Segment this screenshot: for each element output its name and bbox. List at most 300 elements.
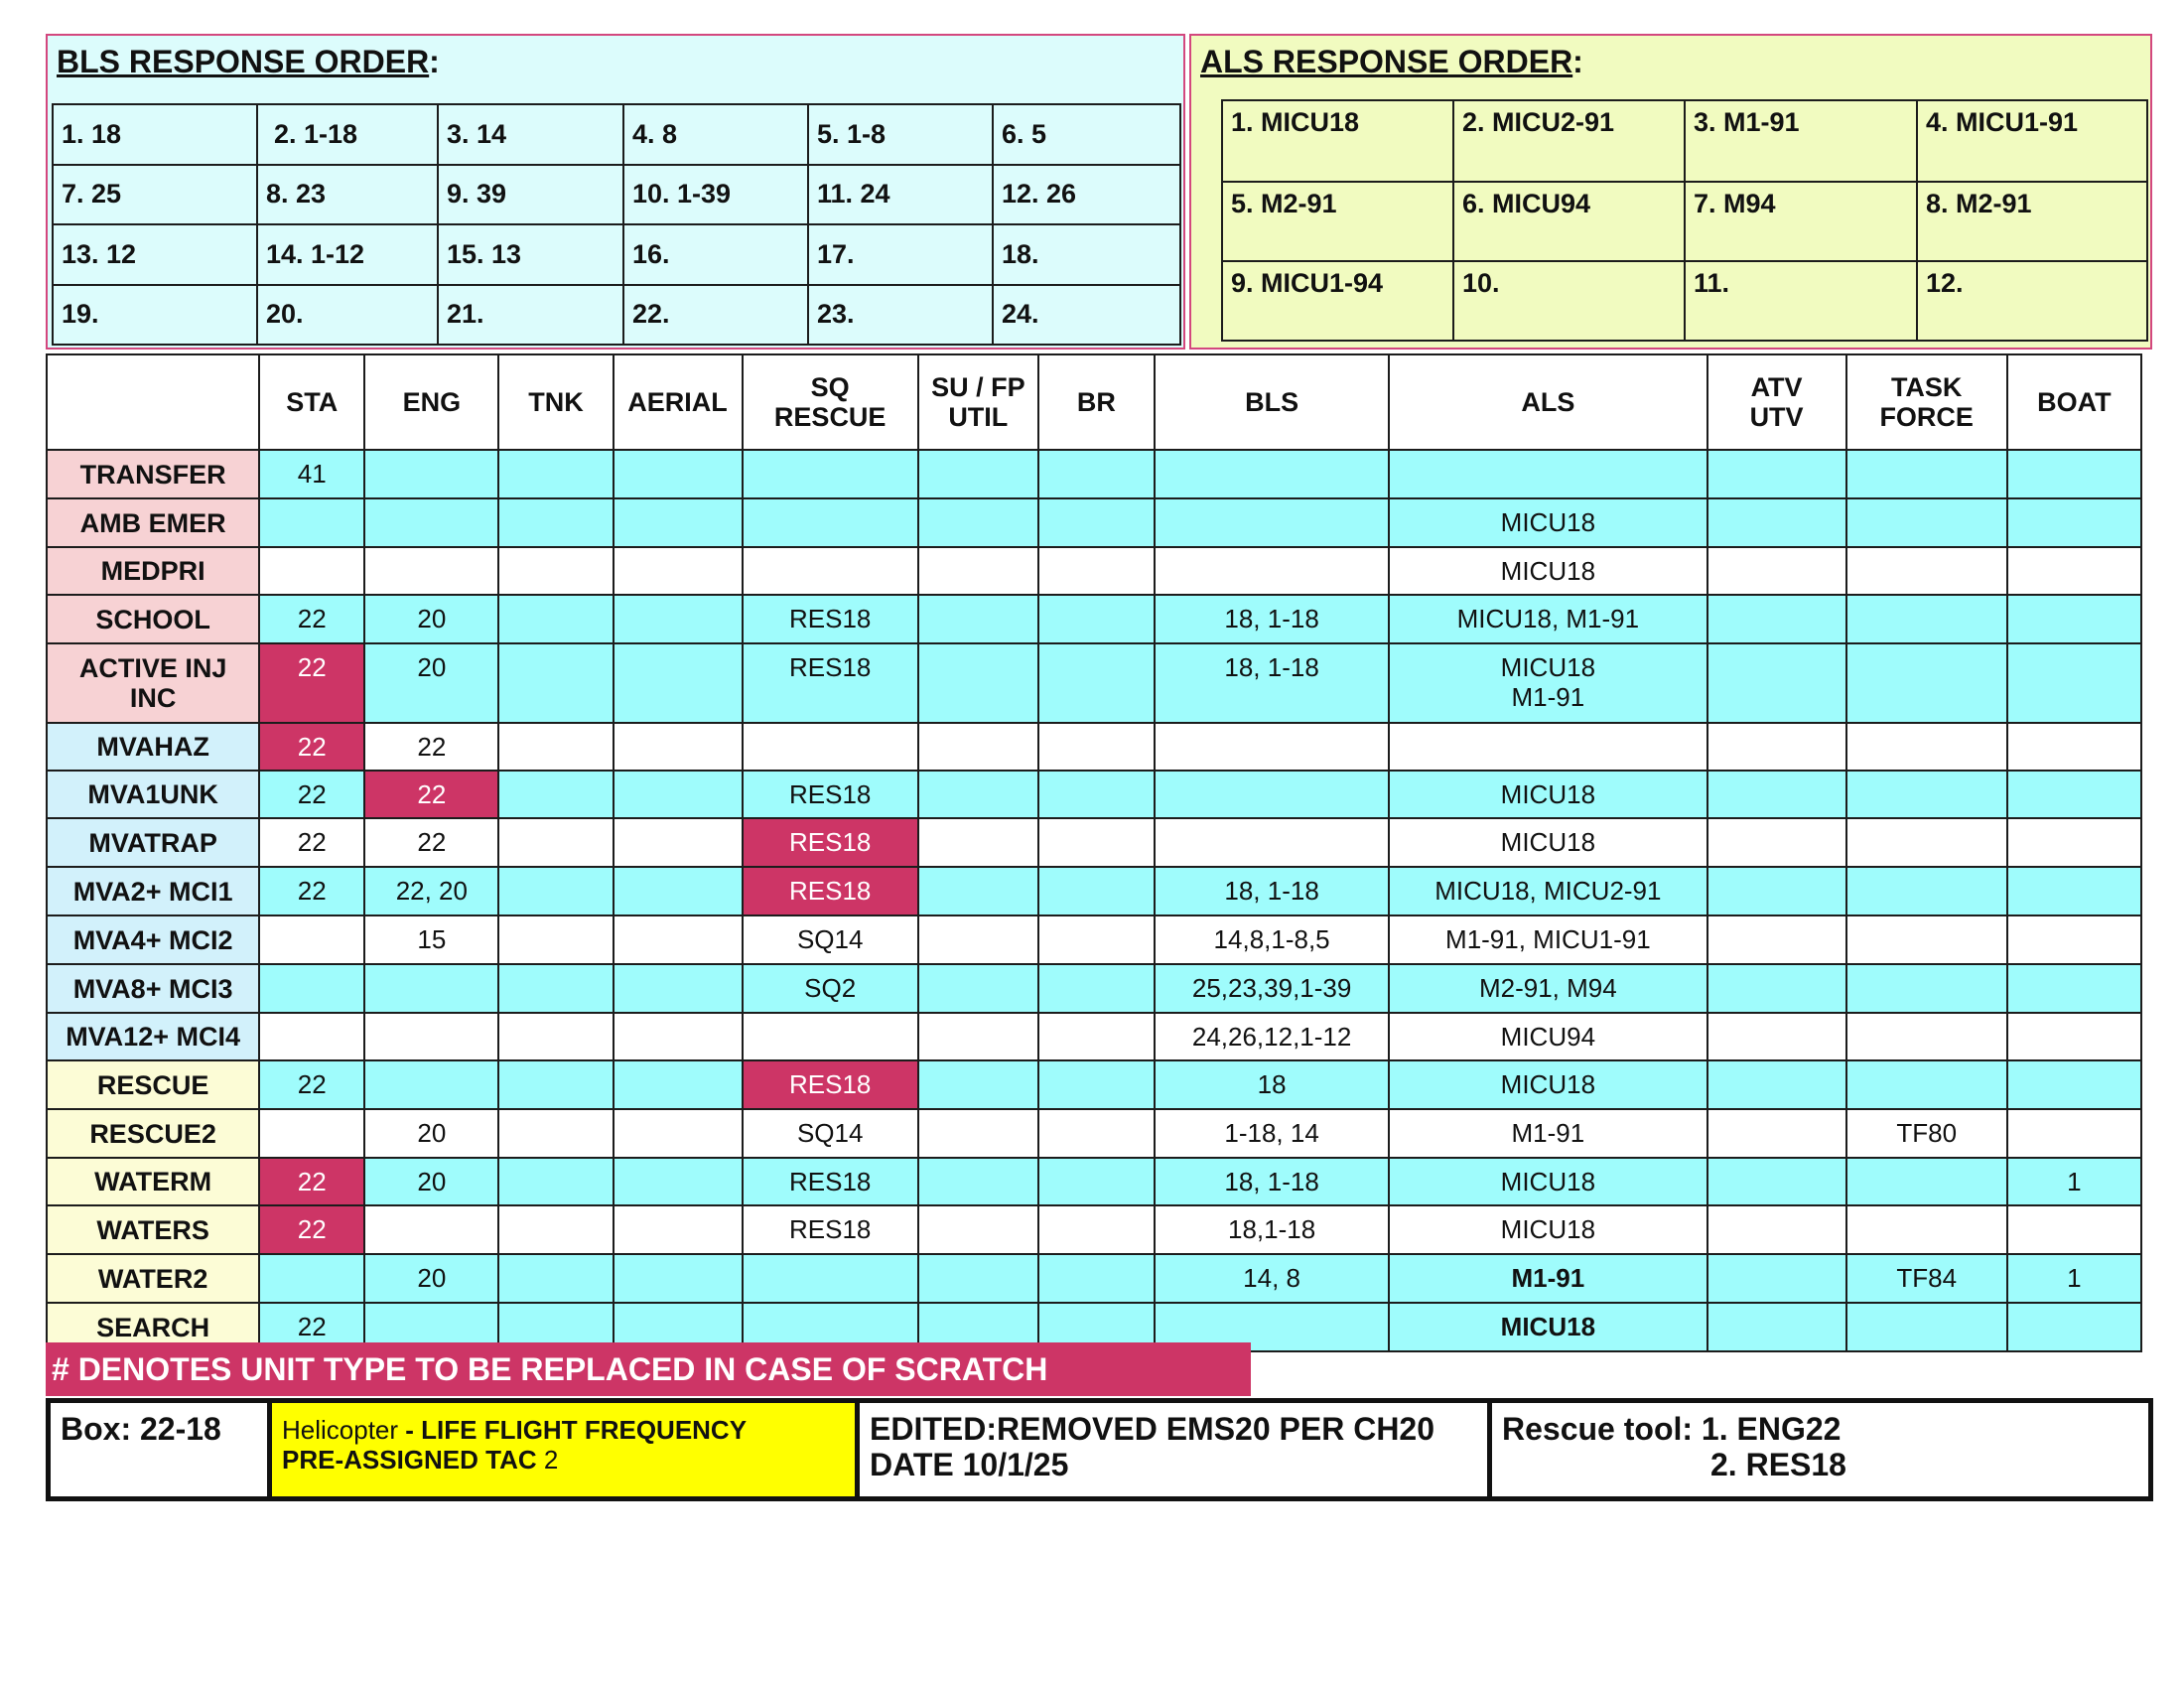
row-label: RESCUE [47,1060,259,1109]
cell-sq-rescue: SQ14 [743,1109,918,1158]
cell-sta: 22 [259,643,364,723]
cell-als: MICU18, MICU2-91 [1389,867,1706,915]
cell-boat [2007,1303,2141,1351]
cell-task-force [1846,595,2007,643]
cell-boat [2007,867,2141,915]
cell-eng: 20 [364,595,498,643]
cell-task-force: TF80 [1846,1109,2007,1158]
bls-order-cell: 22. [623,285,808,346]
cell-br [1038,1109,1155,1158]
bls-order-cell: 11. 24 [808,165,993,225]
cell-als: MICU18 M1-91 [1389,643,1706,723]
cell-eng: 22 [364,723,498,771]
cell-bls [1155,450,1389,498]
bls-order-grid [52,103,1181,346]
cell-sq-rescue: SQ2 [743,964,918,1013]
als-order-cell: 6. MICU94 [1453,182,1685,261]
cell-atv-utv [1707,1013,1846,1060]
als-order-grid [1221,99,2148,342]
cell-sq-rescue [743,547,918,595]
cell-su-fp-util [918,818,1038,867]
cell-su-fp-util [918,1109,1038,1158]
cell-aerial [614,771,743,818]
table-row [47,1205,2141,1254]
cell-eng [364,964,498,1013]
cell-tnk [498,450,613,498]
row-label: MVA2+ MCI1 [47,867,259,915]
cell-als: M1-91 [1389,1109,1706,1158]
cell-sta [259,1254,364,1303]
bls-order-cell: 20. [257,285,438,346]
cell-tnk [498,498,613,547]
als-order-cell: 12. [1917,261,2147,341]
table-row [47,1060,2141,1109]
cell-tnk [498,915,613,964]
cell-boat: 1 [2007,1254,2141,1303]
cell-sq-rescue: RES18 [743,643,918,723]
cell-bls: 18, 1-18 [1155,595,1389,643]
cell-boat [2007,771,2141,818]
cell-task-force [1846,1303,2007,1351]
cell-su-fp-util [918,547,1038,595]
cell-bls: 24,26,12,1-12 [1155,1013,1389,1060]
cell-su-fp-util [918,1060,1038,1109]
cell-task-force [1846,771,2007,818]
cell-boat [2007,1013,2141,1060]
cell-als: MICU18 [1389,771,1706,818]
cell-sq-rescue [743,450,918,498]
header-row [47,354,2141,450]
header-task-force: TASK FORCE [1846,354,2007,450]
cell-sta: 22 [259,1060,364,1109]
cell-task-force: TF84 [1846,1254,2007,1303]
als-response-order-panel [1189,34,2152,350]
table-row [47,547,2141,595]
cell-su-fp-util [918,964,1038,1013]
cell-boat [2007,1205,2141,1254]
header-sta: STA [259,354,364,450]
bls-order-cell: 6. 5 [993,104,1180,165]
cell-sq-rescue [743,723,918,771]
cell-eng: 22, 20 [364,867,498,915]
cell-su-fp-util [918,595,1038,643]
cell-atv-utv [1707,915,1846,964]
cell-su-fp-util [918,450,1038,498]
table-row [47,450,2141,498]
cell-su-fp-util [918,498,1038,547]
cell-su-fp-util [918,723,1038,771]
cell-tnk [498,1158,613,1205]
cell-als: MICU18 [1389,818,1706,867]
cell-task-force [1846,867,2007,915]
cell-atv-utv [1707,1158,1846,1205]
cell-sq-rescue [743,498,918,547]
cell-sta [259,1109,364,1158]
als-order-cell: 4. MICU1-91 [1917,100,2147,182]
header-sq-rescue: SQ RESCUE [743,354,918,450]
cell-br [1038,771,1155,818]
cell-als: MICU18 [1389,1303,1706,1351]
cell-br [1038,1060,1155,1109]
row-label: MVA12+ MCI4 [47,1013,259,1060]
row-label: TRANSFER [47,450,259,498]
cell-br [1038,643,1155,723]
header-br: BR [1038,354,1155,450]
cell-atv-utv [1707,964,1846,1013]
cell-tnk [498,1013,613,1060]
cell-als: MICU18 [1389,547,1706,595]
cell-task-force [1846,643,2007,723]
cell-atv-utv [1707,771,1846,818]
cell-br [1038,1158,1155,1205]
cell-bls: 25,23,39,1-39 [1155,964,1389,1013]
table-row [47,498,2141,547]
cell-eng [364,1060,498,1109]
cell-tnk [498,723,613,771]
cell-als: MICU18 [1389,1060,1706,1109]
bls-order-cell: 7. 25 [53,165,257,225]
cell-br [1038,450,1155,498]
cell-boat: 1 [2007,1158,2141,1205]
cell-boat [2007,643,2141,723]
cell-tnk [498,818,613,867]
header-tnk: TNK [498,354,613,450]
cell-su-fp-util [918,1254,1038,1303]
row-label: WATERS [47,1205,259,1254]
cell-task-force [1846,1013,2007,1060]
header-als: ALS [1389,354,1706,450]
cell-eng [364,498,498,547]
bls-order-cell: 14. 1-12 [257,224,438,285]
scratch-replacement-legend: # DENOTES UNIT TYPE TO BE REPLACED IN CASE OF SCRATCH [46,1342,1251,1396]
table-row [47,915,2141,964]
cell-atv-utv [1707,547,1846,595]
cell-bls: 14, 8 [1155,1254,1389,1303]
bls-order-cell: 19. [53,285,257,346]
row-label: MVA1UNK [47,771,259,818]
cell-bls: 18 [1155,1060,1389,1109]
table-row [47,723,2141,771]
row-label: MVA8+ MCI3 [47,964,259,1013]
bls-order-cell: 12. 26 [993,165,1180,225]
cell-sta: 22 [259,867,364,915]
cell-tnk [498,595,613,643]
cell-aerial [614,498,743,547]
cell-aerial [614,643,743,723]
cell-bls: 18, 1-18 [1155,1158,1389,1205]
header-su-fp-util: SU / FP UTIL [918,354,1038,450]
row-label: MEDPRI [47,547,259,595]
cell-su-fp-util [918,1158,1038,1205]
cell-sq-rescue: RES18 [743,1205,918,1254]
cell-atv-utv [1707,818,1846,867]
cell-bls: 18, 1-18 [1155,643,1389,723]
bls-order-cell: 16. [623,224,808,285]
cell-aerial [614,450,743,498]
cell-br [1038,595,1155,643]
als-order-cell: 1. MICU18 [1222,100,1453,182]
cell-br [1038,867,1155,915]
als-response-order-title: ALS RESPONSE ORDER: [1200,44,1583,79]
row-label: SCHOOL [47,595,259,643]
row-label: AMB EMER [47,498,259,547]
cell-als: MICU18 [1389,498,1706,547]
cell-atv-utv [1707,867,1846,915]
cell-aerial [614,867,743,915]
bls-order-cell: 2. 1-18 [257,104,438,165]
cell-sq-rescue: RES18 [743,1060,918,1109]
cell-tnk [498,1205,613,1254]
table-row [47,595,2141,643]
cell-su-fp-util [918,1205,1038,1254]
cell-boat [2007,1060,2141,1109]
cell-bls: 18, 1-18 [1155,867,1389,915]
cell-bls: 14,8,1-8,5 [1155,915,1389,964]
cell-eng: 20 [364,1109,498,1158]
cell-sta: 22 [259,818,364,867]
cell-tnk [498,771,613,818]
cell-atv-utv [1707,595,1846,643]
cell-bls: 18,1-18 [1155,1205,1389,1254]
cell-sta: 41 [259,450,364,498]
cell-su-fp-util [918,643,1038,723]
bls-order-cell: 23. [808,285,993,346]
cell-sq-rescue: RES18 [743,818,918,867]
cell-sq-rescue [743,1013,918,1060]
cell-boat [2007,818,2141,867]
cell-br [1038,547,1155,595]
cell-aerial [614,964,743,1013]
row-label: MVAHAZ [47,723,259,771]
cell-aerial [614,1254,743,1303]
cell-aerial [614,1205,743,1254]
cell-br [1038,1205,1155,1254]
bls-order-cell: 9. 39 [438,165,623,225]
row-label: WATERM [47,1158,259,1205]
table-row [47,771,2141,818]
cell-task-force [1846,915,2007,964]
cell-eng [364,1013,498,1060]
cell-eng: 20 [364,643,498,723]
cell-atv-utv [1707,1303,1846,1351]
cell-br [1038,723,1155,771]
cell-boat [2007,964,2141,1013]
bls-response-order-title: BLS RESPONSE ORDER: [57,44,440,79]
cell-atv-utv [1707,1109,1846,1158]
table-row [47,818,2141,867]
cell-sq-rescue: RES18 [743,771,918,818]
cell-aerial [614,818,743,867]
cell-atv-utv [1707,643,1846,723]
cell-boat [2007,450,2141,498]
cell-su-fp-util [918,1013,1038,1060]
cell-sta [259,547,364,595]
cell-sta: 22 [259,1158,364,1205]
row-label: WATER2 [47,1254,259,1303]
table-row [47,1109,2141,1158]
unit-assignment-table [46,353,2142,1352]
cell-eng [364,450,498,498]
cell-aerial [614,1109,743,1158]
cell-boat [2007,595,2141,643]
row-label: SEARCH [47,1303,259,1351]
cell-sq-rescue: RES18 [743,595,918,643]
bls-order-cell: 17. [808,224,993,285]
cell-task-force [1846,1158,2007,1205]
cell-atv-utv [1707,1060,1846,1109]
cell-sq-rescue: RES18 [743,867,918,915]
header-blank [47,354,259,450]
cell-sta: 22 [259,1205,364,1254]
cell-boat [2007,723,2141,771]
box-number: Box: 22-18 [49,1401,270,1499]
cell-bls [1155,818,1389,867]
cell-task-force [1846,964,2007,1013]
cell-atv-utv [1707,723,1846,771]
cell-br [1038,964,1155,1013]
cell-als [1389,450,1706,498]
cell-tnk [498,1060,613,1109]
bls-order-cell: 1. 18 [53,104,257,165]
bls-order-cell: 15. 13 [438,224,623,285]
cell-br [1038,1013,1155,1060]
cell-als: M2-91, M94 [1389,964,1706,1013]
cell-bls: 1-18, 14 [1155,1109,1389,1158]
cell-tnk [498,1254,613,1303]
bls-response-order-panel [46,34,1185,350]
cell-bls [1155,723,1389,771]
als-order-cell: 10. [1453,261,1685,341]
cell-task-force [1846,498,2007,547]
cell-tnk [498,643,613,723]
cell-su-fp-util [918,771,1038,818]
cell-atv-utv [1707,1254,1846,1303]
cell-als: M1-91 [1389,1254,1706,1303]
cell-boat [2007,498,2141,547]
cell-als: MICU18, M1-91 [1389,595,1706,643]
als-order-cell: 2. MICU2-91 [1453,100,1685,182]
row-label: MVA4+ MCI2 [47,915,259,964]
cell-tnk [498,1109,613,1158]
table-row [47,1158,2141,1205]
cell-eng: 22 [364,771,498,818]
cell-sta [259,964,364,1013]
cell-tnk [498,964,613,1013]
cell-sta: 22 [259,595,364,643]
cell-task-force [1846,723,2007,771]
cell-als: MICU18 [1389,1205,1706,1254]
cell-sta [259,498,364,547]
header-atv-utv: ATV UTV [1707,354,1846,450]
helicopter-frequency-note: Helicopter - LIFE FLIGHT FREQUENCY PRE-ASSIGNED TAC 2 [270,1401,858,1499]
bls-order-cell: 8. 23 [257,165,438,225]
cell-sq-rescue [743,1254,918,1303]
table-row [47,964,2141,1013]
header-eng: ENG [364,354,498,450]
cell-atv-utv [1707,450,1846,498]
cell-boat [2007,547,2141,595]
table-row [47,1013,2141,1060]
cell-aerial [614,1060,743,1109]
cell-atv-utv [1707,1205,1846,1254]
cell-sta: 22 [259,1303,364,1351]
cell-br [1038,1254,1155,1303]
cell-sq-rescue: SQ14 [743,915,918,964]
cell-boat [2007,1109,2141,1158]
cell-br [1038,498,1155,547]
cell-atv-utv [1707,498,1846,547]
cell-eng [364,1205,498,1254]
cell-bls [1155,498,1389,547]
bls-order-cell: 13. 12 [53,224,257,285]
cell-task-force [1846,450,2007,498]
cell-sta [259,915,364,964]
cell-su-fp-util [918,867,1038,915]
cell-boat [2007,915,2141,964]
cell-task-force [1846,547,2007,595]
cell-br [1038,915,1155,964]
bls-order-cell: 5. 1-8 [808,104,993,165]
table-row [47,867,2141,915]
cell-bls [1155,771,1389,818]
cell-task-force [1846,818,2007,867]
cell-aerial [614,1013,743,1060]
footer-info-table [46,1398,2153,1501]
rescue-tool-note: Rescue tool: 1. ENG22 2. RES18 [1490,1401,2151,1499]
header-aerial: AERIAL [614,354,743,450]
header-bls: BLS [1155,354,1389,450]
cell-task-force [1846,1205,2007,1254]
cell-als [1389,723,1706,771]
cell-tnk [498,867,613,915]
row-label: ACTIVE INJ INC [47,643,259,723]
cell-eng: 20 [364,1254,498,1303]
cell-aerial [614,1158,743,1205]
bls-order-cell: 3. 14 [438,104,623,165]
bls-order-cell: 21. [438,285,623,346]
edit-note: EDITED:REMOVED EMS20 PER CH20 DATE 10/1/25 [858,1401,1490,1499]
cell-sq-rescue: RES18 [743,1158,918,1205]
cell-als: MICU18 [1389,1158,1706,1205]
als-order-cell: 9. MICU1-94 [1222,261,1453,341]
cell-sta [259,1013,364,1060]
als-order-cell: 5. M2-91 [1222,182,1453,261]
als-order-cell: 11. [1685,261,1917,341]
row-label: RESCUE2 [47,1109,259,1158]
cell-bls [1155,547,1389,595]
bls-order-cell: 18. [993,224,1180,285]
bls-order-cell: 24. [993,285,1180,346]
als-order-cell: 3. M1-91 [1685,100,1917,182]
cell-aerial [614,547,743,595]
cell-aerial [614,723,743,771]
als-order-cell: 8. M2-91 [1917,182,2147,261]
cell-sta: 22 [259,771,364,818]
cell-als: MICU94 [1389,1013,1706,1060]
table-row [47,1254,2141,1303]
cell-su-fp-util [918,915,1038,964]
table-row [47,643,2141,723]
cell-eng: 15 [364,915,498,964]
cell-eng: 20 [364,1158,498,1205]
cell-aerial [614,915,743,964]
cell-tnk [498,547,613,595]
cell-sta: 22 [259,723,364,771]
cell-als: M1-91, MICU1-91 [1389,915,1706,964]
cell-eng: 22 [364,818,498,867]
row-label: MVATRAP [47,818,259,867]
cell-task-force [1846,1060,2007,1109]
